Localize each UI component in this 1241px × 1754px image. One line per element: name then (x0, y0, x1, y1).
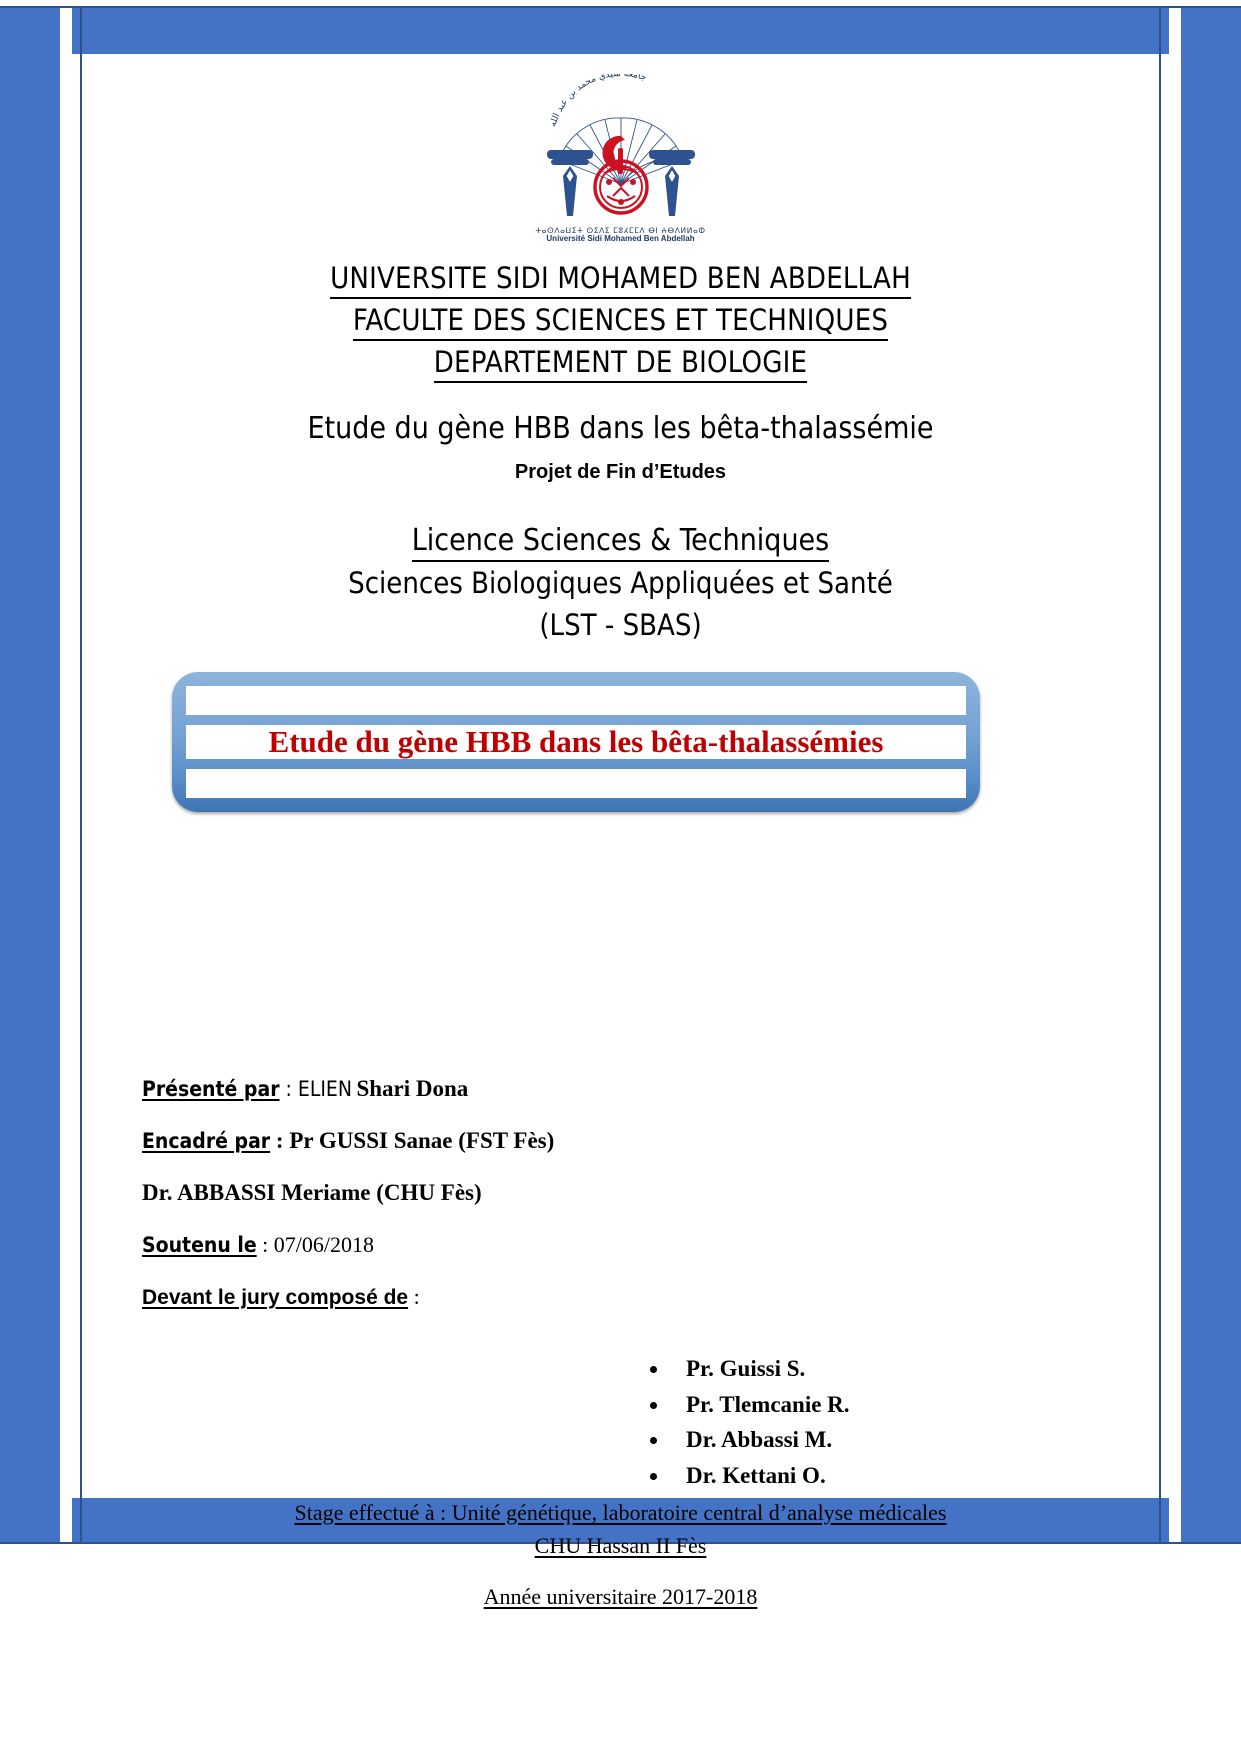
jury-member: • Dr. Abbassi M. (670, 1422, 850, 1458)
supervisor-line (142, 1128, 1102, 1154)
degree-line-2: Sciences Biologiques Appliquées et Santé (348, 566, 893, 600)
logo-caption (82, 227, 1159, 243)
title-banner (172, 672, 980, 812)
university-crest-icon (501, 74, 741, 224)
project-type: Projet de Fin d’Etudes (514, 461, 727, 483)
logo-caption-french: Université Sidi Mohamed Ben Abdellah (546, 233, 695, 243)
supervisor-label: Encadré par (142, 1129, 271, 1153)
title-banner-inner (186, 686, 966, 798)
banner-strip-gap-2 (186, 759, 966, 769)
internship-line-2 (82, 1529, 1159, 1562)
presented-by-line (142, 1076, 1102, 1102)
page-border-gap-left (60, 0, 72, 1754)
footer-block (82, 1496, 1159, 1610)
jury-member-list (642, 1351, 850, 1494)
header-university-text: UNIVERSITE SIDI MOHAMED BEN ABDELLAH (330, 261, 911, 299)
degree-line-1 (82, 523, 1159, 562)
subject-title: Etude du gène HBB dans les bêta-thalassémie (307, 411, 934, 446)
jury-label-line (142, 1284, 1102, 1310)
jury-label: Devant le jury composé de (142, 1286, 409, 1309)
banner-title-text: Etude du gène HBB dans les bêta-thalassémies (268, 724, 884, 759)
header-faculty (82, 303, 1159, 341)
academic-year-line (82, 1584, 1159, 1610)
banner-strip-bottom (186, 769, 966, 798)
page-border-rule-top (0, 6, 1241, 8)
cover-page-content (82, 56, 1159, 1609)
banner-strip-top (186, 686, 966, 715)
academic-year-text: Année universitaire 2017-2018 (483, 1584, 758, 1609)
page-border-rule-right (1159, 6, 1161, 1544)
jury-list (642, 1351, 850, 1494)
page-border-gap-right (1169, 0, 1181, 1754)
header-department-text: DEPARTEMENT DE BIOLOGIE (434, 345, 807, 383)
page-border-top (0, 8, 1241, 54)
page-border-right (1181, 8, 1241, 1544)
jury-member: • Dr. Kettani O. (670, 1458, 850, 1494)
internship-line-2-text: CHU Hassan II Fès (534, 1533, 707, 1558)
logo-block (82, 74, 1159, 243)
presented-by-name: Shari Dona (356, 1076, 469, 1101)
svg-text:ﺟﺎﻣﻌﺔ ﺳﻴﺪﻱ ﻣﺤﻤﺪ ﺑﻦ ﻋﺒﺪ ﺍﻟﻠﻪ: ﺟﺎﻣﻌﺔ ﺳﻴﺪﻱ ﻣﺤﻤﺪ ﺑﻦ ﻋﺒﺪ ﺍﻟﻠﻪ (547, 74, 648, 129)
banner-title-row (186, 725, 966, 759)
presented-by-label: Présenté par (142, 1077, 280, 1101)
internship-line-1-text: Stage effectué à : Unité génétique, laboratoire central d’analyse médicales (294, 1500, 947, 1525)
cosupervisor-line (142, 1180, 1102, 1206)
defense-date-line (142, 1232, 1102, 1258)
header-department (82, 345, 1159, 383)
degree-line-1-text: Licence Sciences & Techniques (412, 523, 829, 562)
supervisor-name: Pr GUSSI Sanae (FST Fès) (289, 1128, 555, 1153)
supervisor-sep: : (270, 1128, 290, 1153)
presented-by-sep: : (279, 1077, 298, 1101)
degree-line-3: (LST - SBAS) (539, 608, 702, 642)
logo-caption-tifinagh: ⵜⴰⵙⴷⴰⵡⵉⵜ ⵙⵉⴷⵉ ⵎⵓⵃⵎⵎⴷ ⴱⵏ ⵄⴱⴷⵍⵍⴰⵀ (535, 226, 706, 235)
defense-date-value: 07/06/2018 (273, 1232, 375, 1257)
page-border-left (0, 8, 60, 1544)
jury-member: • Pr. Tlemcanie R. (670, 1387, 850, 1423)
header-faculty-text: FACULTE DES SCIENCES ET TECHNIQUES (353, 303, 888, 341)
defense-date-label: Soutenu le (142, 1233, 257, 1257)
jury-member: • Pr. Guissi S. (670, 1351, 850, 1387)
cosupervisor-name: Dr. ABBASSI Meriame (CHU Fès) (142, 1180, 482, 1205)
presented-by-prefix: ELIEN (297, 1077, 352, 1101)
internship-line-1 (82, 1496, 1159, 1529)
university-logo (501, 74, 741, 224)
defense-date-sep: : (256, 1232, 274, 1257)
header-university (82, 261, 1159, 299)
jury-label-sep: : (408, 1284, 420, 1309)
info-block (142, 1076, 1102, 1336)
